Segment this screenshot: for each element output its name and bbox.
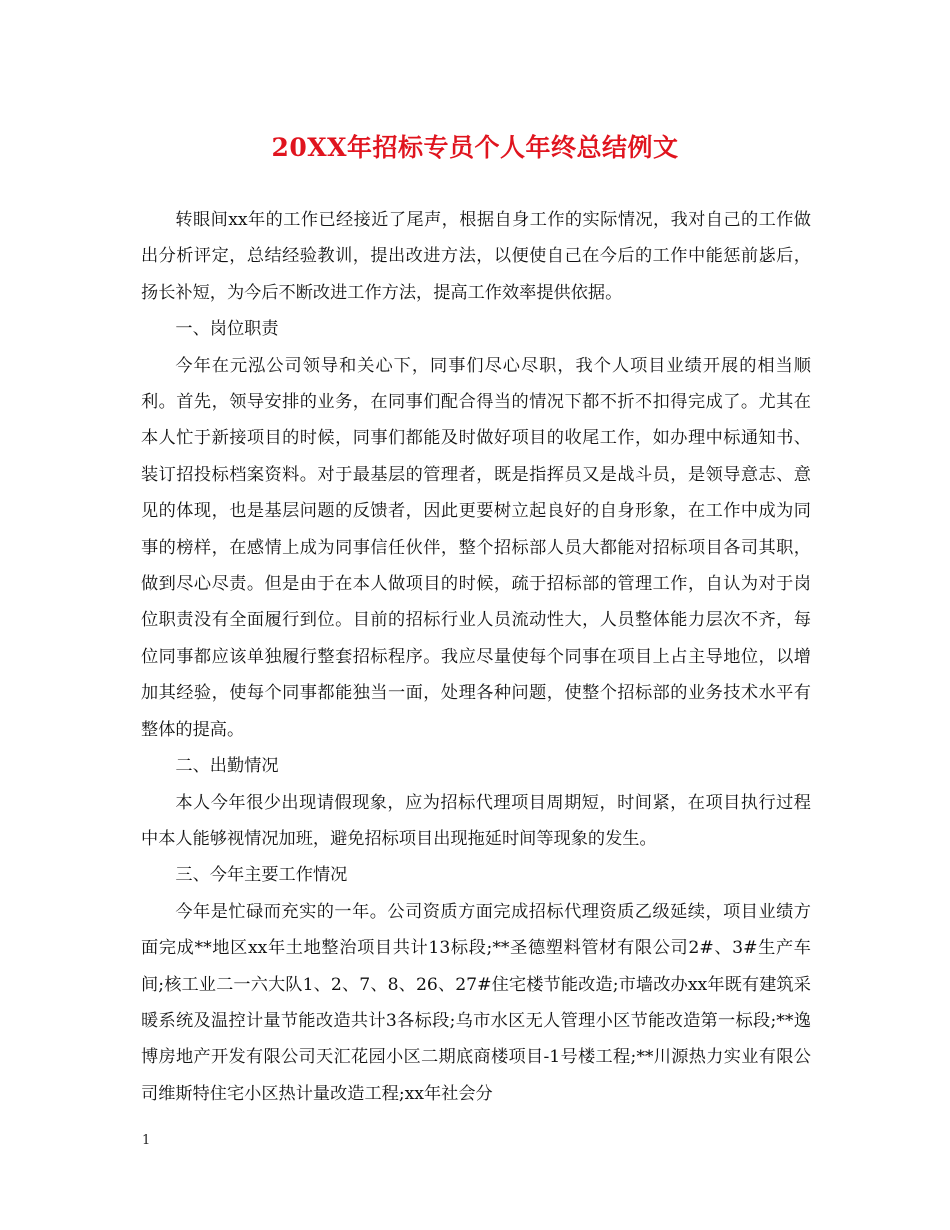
document-title: 20XX年招标专员个人年终总结例文 — [271, 133, 679, 162]
page-number: 1 — [142, 1133, 151, 1148]
paragraph-intro: 转眼间xx年的工作已经接近了尾声，根据自身工作的实际情况，我对自己的工作做出分析评定，总结经验教训，提出改进方法，以便使自己在今后的工作中能惩前毖后，扬长补短，为今后不断改进工作方法，提高工作效率提供依据。 — [141, 210, 811, 303]
section-heading-attendance: 二、出勤情况 — [175, 756, 279, 777]
paragraph-main-work: 今年是忙碌而充实的一年。公司资质方面完成招标代理资质乙级延续，项目业绩方面完成**地区xx年土地整治项目共计13标段;**圣德塑料管材有限公司2#、3#生产车间;核工业二一六大队1、2、7、8、26、27#住宅楼节能改造;市墙改办xx年既有建筑采暖系统及温控计量节能改造共计3各标段;乌市水区无人管理小区节能改造第一标段;**逸博房地产开发有限公司天汇花园小区二期底商楼项目-1号楼工程;**川源热力实业有限公司维斯特住宅小区热计量改造工程;xx年社会分 — [141, 901, 811, 1104]
section-heading-main-work: 三、今年主要工作情况 — [175, 865, 348, 886]
paragraph-duties: 今年在元泓公司领导和关心下，同事们尽心尽职，我个人项目业绩开展的相当顺利。首先，领导安排的业务，在同事们配合得当的情况下都不折不扣得完成了。尤其在本人忙于新接项目的时候，同事们都能及时做好项目的收尾工作，如办理中标通知书、装订招投标档案资料。对于最基层的管理者，既是指挥员又是战斗员，是领导意志、意见的体现，也是基层问题的反馈者，因此更要树立起良好的自身形象，在工作中成为同事的榜样，在感情上成为同事信任伙伴，整个招标部人员大都能对招标项目各司其职，做到尽心尽责。但是由于在本人做项目的时候，疏于招标部的管理工作，自认为对于岗位职责没有全面履行到位。目前的招标行业人员流动性大，人员整体能力层次不齐，每位同事都应该单独履行整套招标程序。我应尽量使每个同事在项目上占主导地位，以增加其经验，使每个同事都能独当一面，处理各种问题，使整个招标部的业务技术水平有整体的提高。 — [141, 355, 811, 740]
section-heading-duties: 一、岗位职责 — [175, 319, 279, 340]
paragraph-attendance: 本人今年很少出现请假现象，应为招标代理项目周期短，时间紧，在项目执行过程中本人能够视情况加班，避免招标项目出现拖延时间等现象的发生。 — [141, 792, 811, 849]
document-body — [141, 202, 811, 1112]
